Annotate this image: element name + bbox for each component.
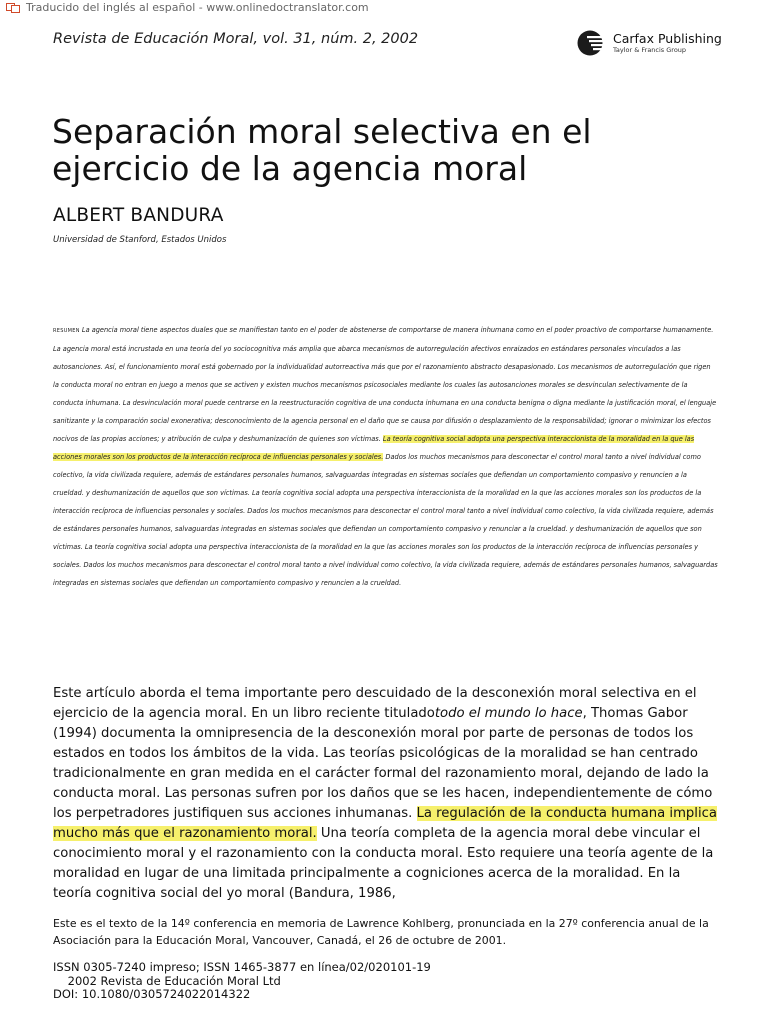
publisher-subtitle: Taylor & Francis Group [613, 46, 687, 54]
publisher-name: Carfax Publishing [613, 30, 722, 46]
publication-info [53, 961, 431, 1002]
doi-line: DOI: 10.1080/0305724022014322 [53, 987, 251, 1001]
body-highlight: La regulación de la conducta humana implica mucho más que el razonamiento moral. [53, 806, 717, 841]
issn-line: ISSN 0305-7240 impreso; ISSN 1465-3877 en línea/02/020101-19 [53, 960, 431, 974]
abstract-label: RESUMEN [53, 328, 80, 334]
translate-icon [6, 2, 20, 12]
body-text-continued: , Thomas Gabor (1994) documenta la omnipresencia de la desconexión moral por parte de personas de todos los estados en todos los ámbitos de la vida. Las teorías psicológicas de la moralidad se han centrado tradicionalmente en gran medida en el carácter formal del razonamiento moral, dejando de lado la conducta moral. Las personas sufren por los daños que se les hacen, independientemente de cómo los perpetradores justifiquen sus acciones inhumanas. [53, 706, 713, 821]
footnote: Este es el texto de la 14º conferencia en memoria de Lawrence Kohlberg, pronunciada en la 27º conferencia anual de la Asociación para la Educación Moral, Vancouver, Canadá, el 26 de octubre de 2001. [53, 917, 709, 947]
book-title: todo el mundo lo hace [434, 706, 583, 721]
abstract-text-continued: Dados los muchos mecanismos para desconectar el control moral tanto a nivel individual como colectivo, la vida civilizada requiere, además de estándares personales humanos, salvaguardas integradas en sistemas sociales que defiendan un comportamiento compasivo y renuncien a la crueldad. y deshumanización de aquellos que son víctimas. La teoría cognitiva social adopta una perspectiva interaccionista de la moralidad en la que las acciones morales son los productos de la interacción recíproca de influencias personales y sociales. Dados los muchos mecanismos para desconectar el control moral tanto a nivel individual como colectivo, la vida civilizada requiere, además de estándares personales humanos, salvaguardas integradas en sistemas sociales que defiendan un comportamiento compasivo y renunciar a la crueldad. y deshumanización de aquellos que son víctimas. La teoría cognitiva social adopta una perspectiva interaccionista de la moralidad en la que las acciones morales son los productos de la interacción recíproca de influencias personales y sociales. Dados los muchos mecanismos para desconectar el control moral tanto a nivel individual como colectivo, la vida civilizada requiere, además de estándares personales humanos, salvaguardas integradas en sistemas sociales que defiendan un comportamiento compasivo y renuncien a la crueldad. [53, 453, 718, 587]
journal-info: Revista de Educación Moral, vol. 31, núm. 2, 2002 [53, 31, 419, 47]
publisher-block [577, 30, 722, 56]
translator-link[interactable]: Traducido del inglés al español - www.onlinedoctranslator.com [26, 0, 369, 14]
translator-bar [0, 0, 369, 14]
abstract-highlight: La teoría cognitiva social adopta una perspectiva interaccionista de la moralidad en la que las acciones morales son los productos de la interacción recíproca de influencias personales y sociales. [53, 435, 695, 461]
article-title: Separación moral selectiva en el ejercicio de la agencia moral [52, 112, 592, 188]
author-affiliation: Universidad de Stanford, Estados Unidos [53, 235, 227, 245]
body-paragraph [53, 684, 723, 904]
abstract-text: La agencia moral tiene aspectos duales que se manifiestan tanto en el poder de abstenerse de comportarse de manera inhumana como en el poder proactivo de comportarse humanamente. La agencia moral está incrustada en una teoría del yo sociocognitiva más amplia que abarca mecanismos de autorregulación afectivos enraizados en estándares personales vinculados a las autosanciones. Así, el funcionamiento moral está gobernado por la individualidad autorreactiva más que por el razonamiento abstracto desapasionado. Los mecanismos de autorregulación que rigen la conducta moral no entran en juego a menos que se activen y existen muchos mecanismos psicosociales mediante los cuales las autosanciones morales se desvinculan selectivamente de la conducta inhumana. La desvinculación moral puede centrarse en la reestructuración cognitiva de una conducta inhumana en una conducta benigna o digna mediante la justificación moral, el lenguaje sanitizante y la comparación social exonerativa; desconocimiento de la agencia personal en el daño que se causa por difusión o desplazamiento de la responsabilidad; ignorar o minimizar los efectos nocivos de las propias acciones; y atribución de culpa y deshumanización de quienes son víctimas. [53, 326, 717, 443]
author-name: ALBERT BANDURA [53, 205, 224, 226]
copyright-line: 2002 Revista de Educación Moral Ltd [53, 973, 281, 988]
body-text: Este artículo aborda el tema importante pero descuidado de la desconexión moral selectiva en el ejercicio de la agencia moral. En un libro reciente titulado [53, 686, 697, 721]
carfax-logo [577, 30, 607, 56]
body-text-end: Una teoría completa de la agencia moral debe vincular el conocimiento moral y el razonamiento con la conducta moral. Esto requiere una teoría agente de la moralidad en lugar de una limitada principalmente a cogniciones acerca de la moralidad. En la teoría cognitiva social del yo moral (Bandura, 1986, [53, 826, 714, 901]
abstract [53, 321, 718, 592]
